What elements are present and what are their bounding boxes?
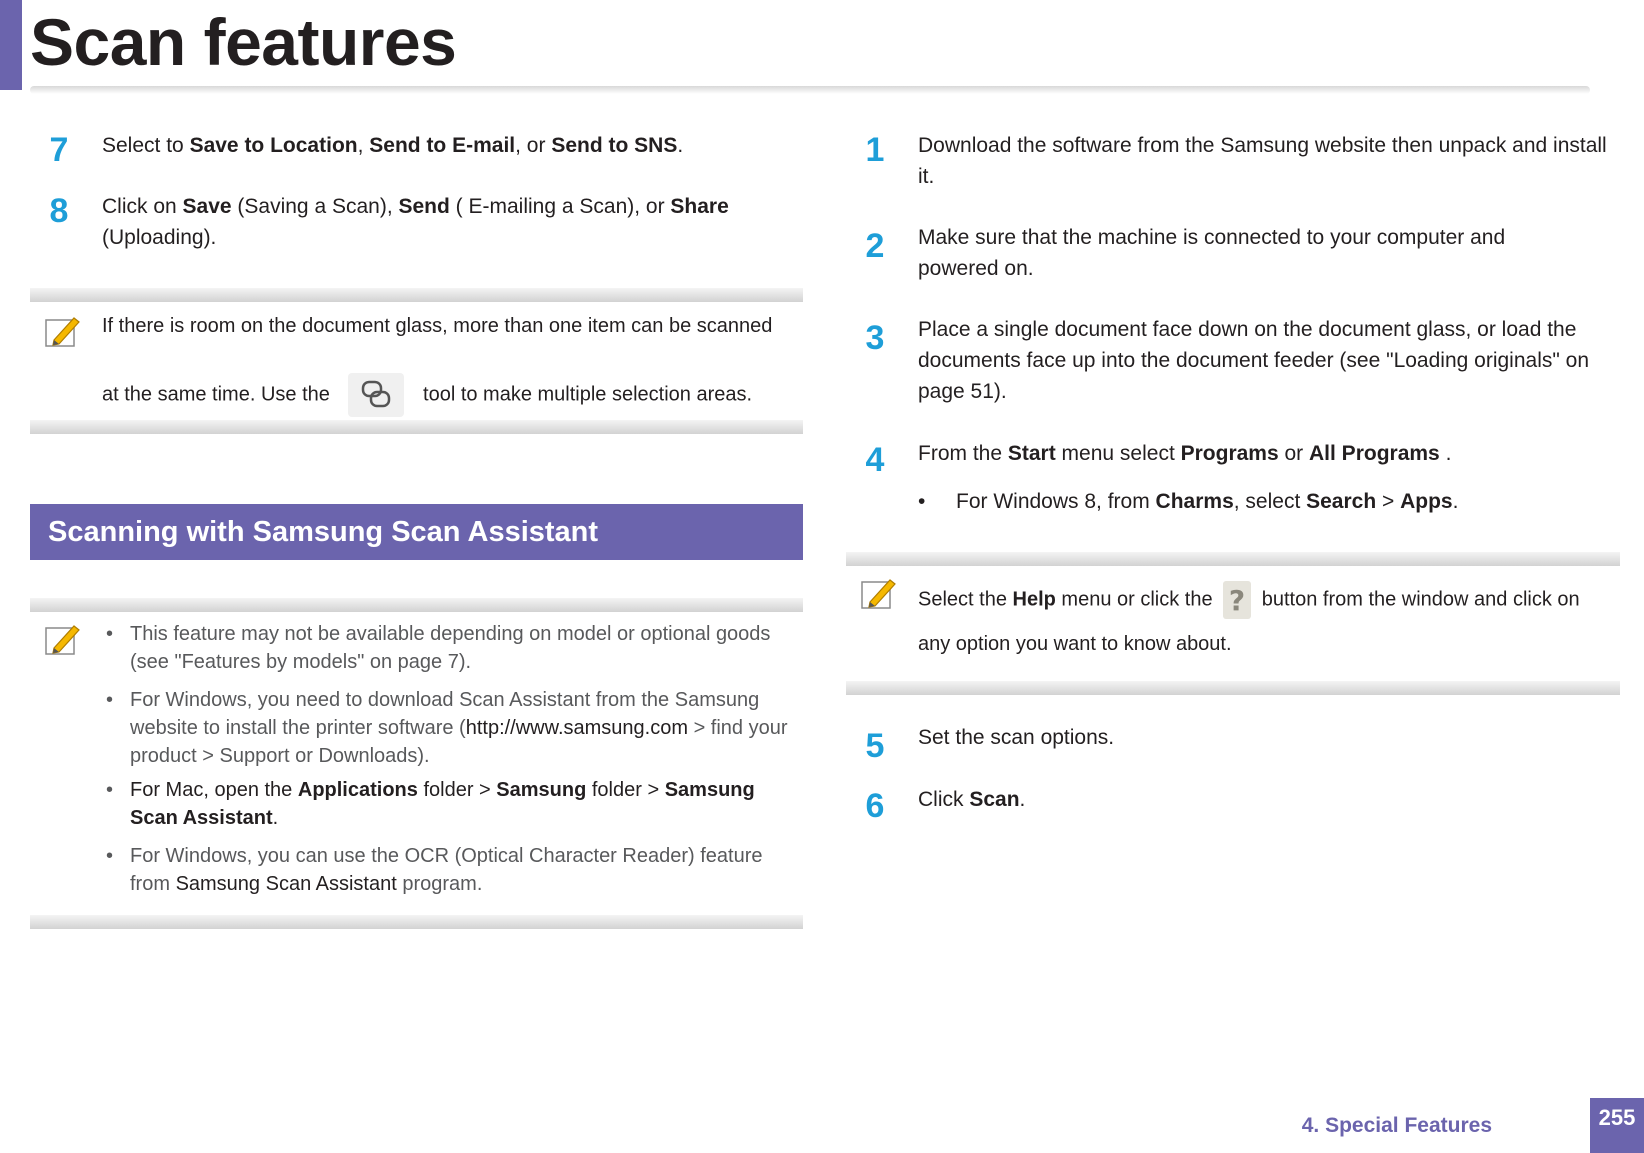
title-divider (30, 86, 1590, 94)
page-title: Scan features (30, 5, 457, 79)
samsung-url: http://www.samsung.com (465, 717, 689, 739)
step-text: Select to Save to Location, Send to E-mail, or Send to SNS. (102, 134, 684, 157)
page-number: 255 (1590, 1098, 1644, 1153)
note-bullet: • For Windows, you can use the OCR (Optical Character Reader) feature from Samsung Scan Assistant program. (102, 842, 802, 898)
note-pencil-icon (860, 574, 898, 612)
step-text: Place a single document face down on the document glass, or load the documents face up into the document feeder (see "Loading originals" on page 51). (918, 318, 1590, 403)
note-pencil-icon (44, 312, 82, 350)
mac-instruction: • For Mac, open the Applications folder > Samsung folder > Samsung Scan Assistant. (102, 776, 802, 832)
note-rule-top (846, 552, 1620, 566)
chapter-label: 4. Special Features (1301, 1114, 1492, 1137)
note-box (30, 598, 803, 929)
option-send-to-email: Send to E-mail (369, 134, 516, 157)
section-heading: Scanning with Samsung Scan Assistant (30, 504, 803, 560)
step-number: 7 (49, 131, 69, 169)
step-text: Click on Save (Saving a Scan), Send ( E-mailing a Scan), or Share (Uploading). (102, 195, 729, 249)
help-question-icon (1222, 580, 1252, 620)
note-box (846, 552, 1620, 695)
multi-select-tool-icon (347, 372, 405, 418)
step-number: 5 (865, 727, 885, 765)
note-rule-top (30, 598, 803, 612)
note-line-2: at the same time. Use the tool to make multiple selection areas. (102, 372, 802, 418)
step-number: 3 (865, 319, 885, 357)
option-share: Share (670, 195, 729, 218)
note-rule-bottom (30, 915, 803, 929)
note-pencil-icon (44, 620, 82, 658)
note-line-2: any option you want to know about. (918, 633, 1232, 655)
note-list (102, 620, 802, 898)
option-save: Save (182, 195, 232, 218)
step-number: 4 (865, 441, 885, 479)
step-number: 2 (865, 227, 885, 265)
windows8-bullet: For Windows 8, from Charms, select Search > Apps. (956, 490, 1459, 513)
step-text: Set the scan options. (918, 726, 1115, 749)
note-rule-bottom (846, 681, 1620, 695)
option-send-to-sns: Send to SNS (551, 134, 678, 157)
step-text: From the Start menu select Programs or All Programs . (918, 442, 1452, 465)
note-box (30, 288, 803, 434)
note-line-1: Select the Help menu or click the ? button from the window and click on (918, 580, 1618, 620)
note-bullet: • This feature may not be available depending on model or optional goods (see "Features by models" on page 7). (102, 620, 802, 676)
svg-text:?: ? (1229, 584, 1246, 617)
note-rule-top (30, 288, 803, 302)
step-number: 8 (49, 192, 69, 230)
bullet-marker: • (918, 490, 926, 513)
note-bullet: • For Windows, you need to download Scan Assistant from the Samsung website to install the printer software (http://www.samsung.com > find your product > Support or Downloads). (102, 686, 802, 770)
step-number: 1 (865, 131, 885, 169)
note-rule-bottom (30, 420, 803, 434)
step-number: 6 (865, 787, 885, 825)
step-text: Make sure that the machine is connected to your computer and powered on. (918, 226, 1506, 280)
option-send: Send (398, 195, 450, 218)
note-line-1: If there is room on the document glass, more than one item can be scanned (102, 315, 773, 337)
header-accent-bar (0, 0, 22, 90)
option-save-to-location: Save to Location (189, 134, 358, 157)
step-text: Download the software from the Samsung website then unpack and install it. (918, 134, 1607, 188)
step-text: Click Scan. (918, 788, 1026, 811)
